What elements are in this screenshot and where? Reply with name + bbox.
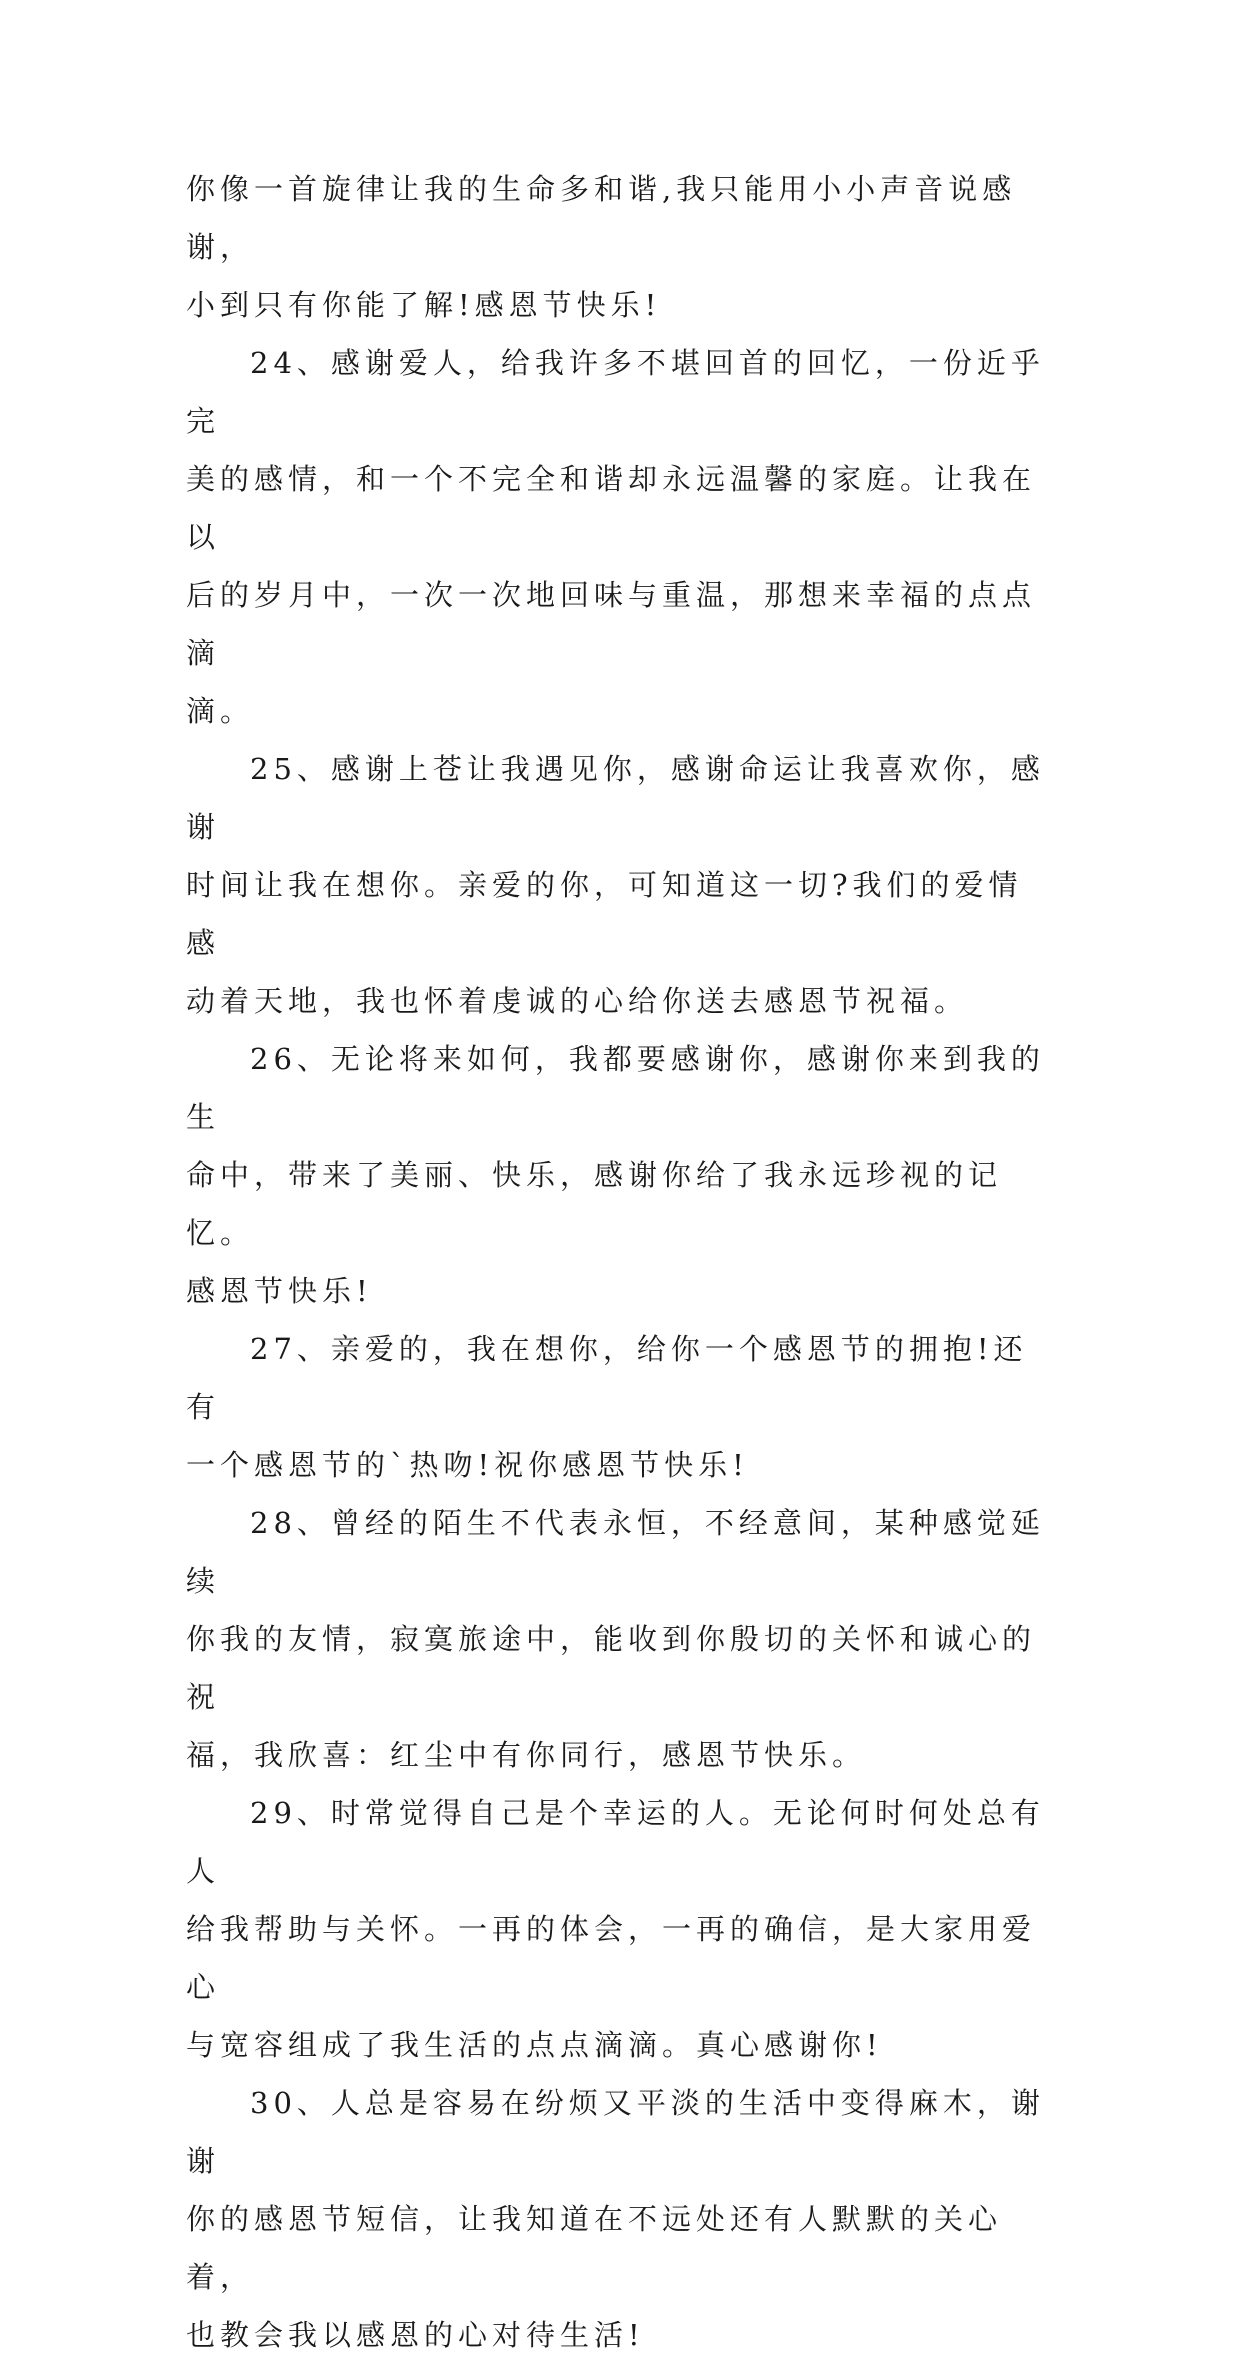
paragraph-26: 26、无论将来如何，我都要感谢你，感谢你来到我的生 命中，带来了美丽、快乐，感谢你给了我永远珍视的记忆。 感恩节快乐! [186, 1042, 1045, 1308]
paragraph-27: 27、亲爱的，我在想你，给你一个感恩节的拥抱!还有 一个感恩节的`热吻!祝你感恩节快乐! [186, 1332, 1028, 1482]
paragraph-29: 29、时常觉得自己是个幸运的人。无论何时何处总有人 给我帮助与关怀。一再的体会，一再的确信，是大家用爱心 与宽容组成了我生活的点点滴滴。真心感谢你! [186, 1796, 1045, 2062]
paragraph-30: 30、人总是容易在纷烦又平淡的生活中变得麻木，谢谢 你的感恩节短信，让我知道在不远处还有人默默的关心着， 也教会我以感恩的心对待生活! [186, 2086, 1045, 2352]
paragraph-23-continuation: 你像一首旋律让我的生命多和谐,我只能用小小声音说感谢， 小到只有你能了解!感恩节快乐! [186, 172, 1017, 322]
paragraph-24: 24、感谢爱人，给我许多不堪回首的回忆，一份近乎完 美的感情，和一个不完全和谐却永远温馨的家庭。让我在以 后的岁月中，一次一次地回味与重温，那想来幸福的点点滴 滴。 [186, 346, 1045, 728]
paragraph-28: 28、曾经的陌生不代表永恒，不经意间，某种感觉延续 你我的友情，寂寞旅途中，能收到你殷切的关怀和诚心的祝 福，我欣喜：红尘中有你同行，感恩节快乐。 [186, 1506, 1045, 1772]
paragraph-25: 25、感谢上苍让我遇见你，感谢命运让我喜欢你，感谢 时间让我在想你。亲爱的你，可知道这一切?我们的爱情感 动着天地，我也怀着虔诚的心给你送去感恩节祝福。 [186, 752, 1045, 1018]
document-body [186, 160, 1056, 2364]
